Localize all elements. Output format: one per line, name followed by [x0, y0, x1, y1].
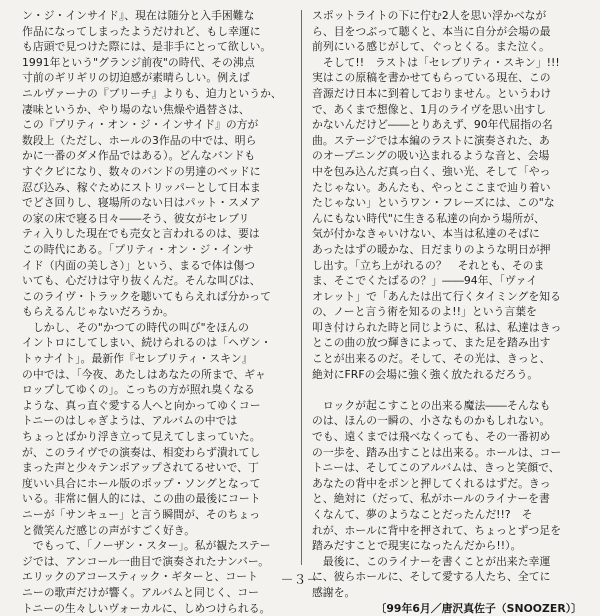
text-line: ニーの歌声だけが響く。アルバムと同じく、コー: [22, 585, 260, 599]
text-line: かに一番のダメ作品ではある）。どんなバンドも: [22, 149, 256, 163]
text-line: あなたの背中をポンと押してくれるはずだ。きっ: [312, 476, 551, 490]
column-divider: [301, 10, 302, 565]
text-line: 感謝を。: [312, 585, 356, 599]
text-line: 1991年という"グランジ前夜"の時代、その沸点: [22, 55, 255, 69]
text-line: と微笑んだ感じの声がすごく好き。: [22, 523, 196, 537]
text-line: ら、目をつぶって聴くと、本当に自分が会場の最: [312, 24, 551, 38]
text-line: 度いい具合にホール版のポップ・ソングとなって: [22, 476, 261, 490]
text-line: オレット」で「あんたは出て行くタイミングを知る: [312, 289, 561, 303]
text-line: たじゃない。あんたも、やっとここまで辿り着い: [312, 180, 551, 194]
author-signature: 〔99年6月／唐沢真佐子（SNOOZER）〕: [375, 601, 582, 615]
text-line: トニーのはしゃぎようは、アルバムの中では: [22, 414, 238, 428]
text-line: もらえるんじゃないだろうか。: [22, 305, 174, 319]
text-line: 音源だけ日本に到着しておりません。というわけ: [312, 86, 552, 100]
text-line: ちょっとばかり浮き立って見えてしまっていた。: [22, 430, 261, 444]
text-line: と、絶対に（だって、私がホールのライナーを書: [312, 492, 550, 506]
text-line: スポットライトの下に佇む2人を思い浮かべなが: [312, 9, 547, 22]
text-line: ロップしてゆくの」。こっちの方が照れ臭くなる: [22, 383, 255, 397]
text-line: 中を包み込んだ真っ白く、強い光、そして「やっ: [312, 164, 551, 178]
text-line: ティ入りした現在でも売女と言われるのは、要は: [22, 227, 260, 241]
text-line: このライヴ・トラックを聴いてもらえれば分かって: [22, 289, 271, 303]
text-line: 曲。ステージでは本編のラストに演奏された、あ: [312, 133, 550, 147]
text-line: でどさ回りし、寝場所のない日はパット・スメア: [22, 196, 261, 210]
text-line: イントロにしてしまい、続けられるのは「ヘヴン・: [22, 336, 272, 350]
text-line: の中では、「今夜、あたしはあなたの所まで、ギャ: [22, 367, 266, 381]
text-line: ロックが起こすことの出来る魔法――そんなも: [312, 398, 551, 412]
text-line: でもって、「ノーザン・スター」。私が観たステー: [22, 539, 271, 553]
text-line: かないんだけど――とりあえず、90年代屈指の名: [312, 118, 553, 132]
text-line: たじゃない」というワン・フレーズには、この"な: [312, 196, 555, 210]
text-line: 作品になってしまったようだけれど、もし幸運に: [22, 24, 261, 38]
text-line: れが、ホールに背中を押されて、ちょっとずつ足を: [312, 523, 562, 537]
text-line: でも、遠くまでは飛べなくっても、その一番初め: [312, 430, 551, 444]
text-line: ような、真っ直ぐ愛する人へと向かってゆくコー: [22, 398, 261, 412]
text-line: くなんて、夢のようなことだったんだ!!? そ: [312, 508, 533, 521]
text-line: に、彼らホールに、そして愛する人たち、全てに: [312, 570, 551, 584]
text-line: 凄味というか、やり場のない焦燥や過替さは、: [22, 102, 250, 116]
text-line: のは、ほんの一瞬の、小さなものかもしれない。: [312, 414, 551, 428]
text-line: この『プリティ・オン・ジ・インサイド』の方が: [22, 118, 259, 132]
text-line: 踏みだすことで現実になったんだから!!）。: [312, 539, 522, 553]
text-line: 叩き付けられた時と同じように、私は、私達はきっ: [312, 320, 562, 334]
page-number: －３－: [280, 573, 320, 588]
text-line: の、ノーと言う術を知るのよ!!」という言葉を: [312, 305, 537, 319]
text-line: ン・ジ・インサイド』、現在は随分と入手困難な: [22, 9, 255, 22]
text-line: そして!! ラストは「セレブリティ・スキン」!!!: [312, 55, 560, 69]
text-line: し出す。「立ち上がれるの？ それとも、そのま: [312, 258, 545, 272]
right-column: [312, 8, 582, 616]
text-line: すぐクビになり、数々のバンドの男達のベッドに: [22, 164, 261, 178]
text-line: も店頭で見つけた際には、是非手にとって欲しい。: [22, 40, 272, 54]
text-line: [312, 382, 582, 398]
text-line: ジでは、アンコール一曲目で演奏されたナンバー。: [22, 554, 270, 568]
text-line: ことが出来るのだ。そして、その光は、きっと、: [312, 352, 551, 366]
text-line: トニーは、そしてこのアルバムは、きっと笑顔で、: [312, 461, 560, 475]
text-line: あったはずの暖かな、日だまりのような明日が押: [312, 242, 551, 256]
text-line: トゥナイト」。最新作『セレブリティ・スキン』: [22, 352, 253, 366]
text-line: エリックのアコースティック・ギターと、コート: [22, 570, 258, 584]
text-line: この時代にある。「プリティ・オン・ジ・インサ: [22, 242, 254, 256]
text-line: 実はこの原稿を書かせてもらっている現在、この: [312, 71, 551, 85]
text-line: 前列にいる感じがして、ぐっとくる。また泣く。: [312, 40, 550, 54]
text-line: のオープニングの吸い込まれるような音と、会場: [312, 149, 550, 163]
text-line: の一歩を、踏み出すことは出来る。ホールは、コー: [312, 445, 562, 459]
text-line: 最後に、このライナーを書くことが出来た幸運: [312, 554, 551, 568]
text-line: いても、心だけは守り抜くんだ。そんな叫びは、: [22, 274, 261, 288]
text-line: しかし、その"かつての時代の叫び"をほんの: [22, 320, 249, 334]
text-line: とこの曲の放つ輝きによって、また足を踏み出す: [312, 336, 551, 350]
left-column: [22, 8, 292, 616]
text-line: 絶対にFRFの会場に強く強く放たれるだろう。: [312, 367, 539, 381]
text-line: 忍び込み、稼ぐためにストリッパーとして日本ま: [22, 180, 261, 194]
text-line: が、このライヴでの演奏は、相変わらず潰れてし: [22, 445, 261, 459]
text-line: で、あくまで想像と、1月のライヴを思い出すし: [312, 102, 547, 116]
text-line: ま、そこでくたばるの？」――94年、「ヴァイ: [312, 274, 538, 288]
text-line: んにもない時代"に生きる私達の向かう場所が、: [312, 211, 545, 225]
text-line: ニーが「サンキュー」と言う瞬間が、そのちょっ: [22, 508, 261, 521]
text-line: まった声と少々テンポアップされてるせいで、丁: [22, 461, 259, 475]
text-line: トニーの生々しいヴォーカルに、しめつけられる。: [22, 601, 271, 615]
text-line: イド（内面の美しさ）」という、まるで体は傷つ: [22, 258, 256, 272]
text-line: 寸前のギリギリの切迫感が素晴らしい。例えば: [22, 71, 250, 85]
text-line: 数段上（ただし、ホールの3作品の中では、明ら: [22, 133, 257, 147]
text-line: 気が付かなきゃいけない、本当は私達のそばに: [312, 227, 540, 241]
text-line: ニルヴァーナの『ブリーチ』よりも、迫力というか、: [22, 86, 282, 100]
text-line: いる。非常に個人的には、この曲の最後にコート: [22, 492, 261, 506]
text-line: の家の床で寝る日々――そう、彼女がセレブリ: [22, 211, 250, 225]
